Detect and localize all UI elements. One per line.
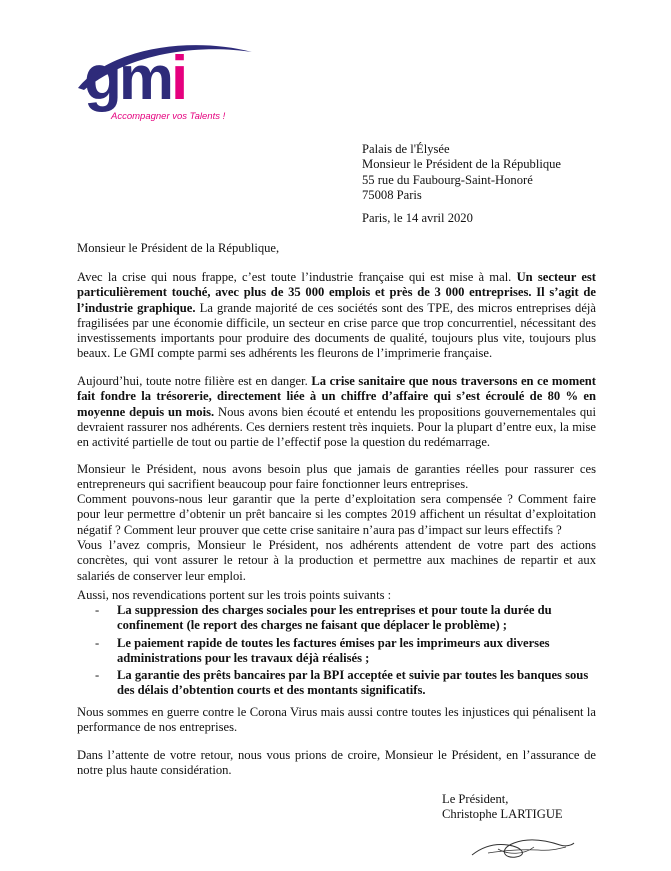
paragraph-7: Nous sommes en guerre contre le Corona Virus mais aussi contre toutes les injustices qui pénalisent la performance de nos entreprises. <box>77 705 596 735</box>
logo-wordmark: gmi <box>84 44 186 113</box>
handwritten-signature-icon <box>468 833 578 863</box>
letter-date: Paris, le 14 avril 2020 <box>362 211 473 225</box>
paragraph-4: Comment pouvons-nous leur garantir que la perte d’exploitation sera compensée ? Comment faire pour leur permettre d’obtenir un prêt bancaire si les comptes 2019 affichent un résultat d’exploitation négatif ? Comment leur prouver que cette crise sanitaire n’aura pas d’impact sur leurs effectifs ? <box>77 492 596 537</box>
recipient-line: Monsieur le Président de la République <box>362 157 562 172</box>
list-item: - Le paiement rapide de toutes les factures émises par les imprimeurs aux diverses administrations pour les travaux déjà réalisés ; <box>95 635 550 665</box>
recipient-line: Palais de l'Élysée <box>362 142 450 156</box>
list-item: - La suppression des charges sociales pour les entreprises et pour toute la durée du confinement (le report des charges ne faisant que déplacer le problème) ; <box>95 603 552 633</box>
list-item: - La garantie des prêts bancaires par la BPI acceptée et suivie par toutes les banques sous des délais d’obtention courts et des montants significatifs. <box>95 668 589 698</box>
signer-role: Le Président, <box>442 792 509 806</box>
signature-block <box>442 792 563 823</box>
paragraph-3: Monsieur le Président, nous avons besoin plus que jamais de garanties réelles pour rassurer ces entrepreneurs qui sacrifient beaucoup pour faire fonctionner leurs entreprises. <box>77 462 596 492</box>
logo-tagline: Accompagner vos Talents ! <box>111 111 226 122</box>
paragraph-5: Vous l’avez compris, Monsieur le Président, nos adhérents attendent de votre part des actions concrètes, qui vont assurer le retour à la production et permettre aux machines de repartir et aux salariés de conserver leur emploi. <box>77 538 596 583</box>
recipient-line: 75008 Paris <box>362 187 422 202</box>
signer-name: Christophe LARTIGUE <box>442 807 563 822</box>
recipient-address <box>362 142 561 203</box>
paragraph-6: Aussi, nos revendications portent sur les trois points suivants : <box>77 588 392 602</box>
recipient-line: 55 rue du Faubourg-Saint-Honoré <box>362 172 533 187</box>
gmi-logo <box>70 38 260 128</box>
paragraph-8: Dans l’attente de votre retour, nous vous prions de croire, Monsieur le Président, en l’assurance de notre plus haute considération. <box>77 748 596 778</box>
salutation: Monsieur le Président de la République, <box>77 241 280 255</box>
demands-list <box>95 603 595 701</box>
paragraph-1: Avec la crise qui nous frappe, c’est toute l’industrie française qui est mise à mal. Un secteur est particulièrement touché, avec plus de 35 000 emplois et près de 3 000 entreprises. Il s’agit de l’industrie graphique. La grande majorité de ces sociétés sont des TPE, des micros entreprises déjà fragilisées par une économie difficile, un secteur en crise parce que trop concurrentiel, nécessitant des investissements importants pour produire des documents de qualité, toujours plus vite, toujours plus beaux. Le GMI compte parmi ses adhérents les fleurons de l’imprimerie française. <box>77 270 597 361</box>
paragraph-2: Aujourd’hui, toute notre filière est en danger. La crise sanitaire que nous traversons en ce moment fait fondre la trésorerie, directement liée à un chiffre d’affaire qui s’est écroulé de 80 % en moyenne depuis un mois. Nous avons bien écouté et entendu les propositions gouvernementales qui devraient rassurer nos adhérents. Ces derniers restent très inquiets. Pour la plupart d’entre eux, la mise en activité partielle de tout ou partie de l’effectif pose la question du redémarrage. <box>77 374 596 450</box>
